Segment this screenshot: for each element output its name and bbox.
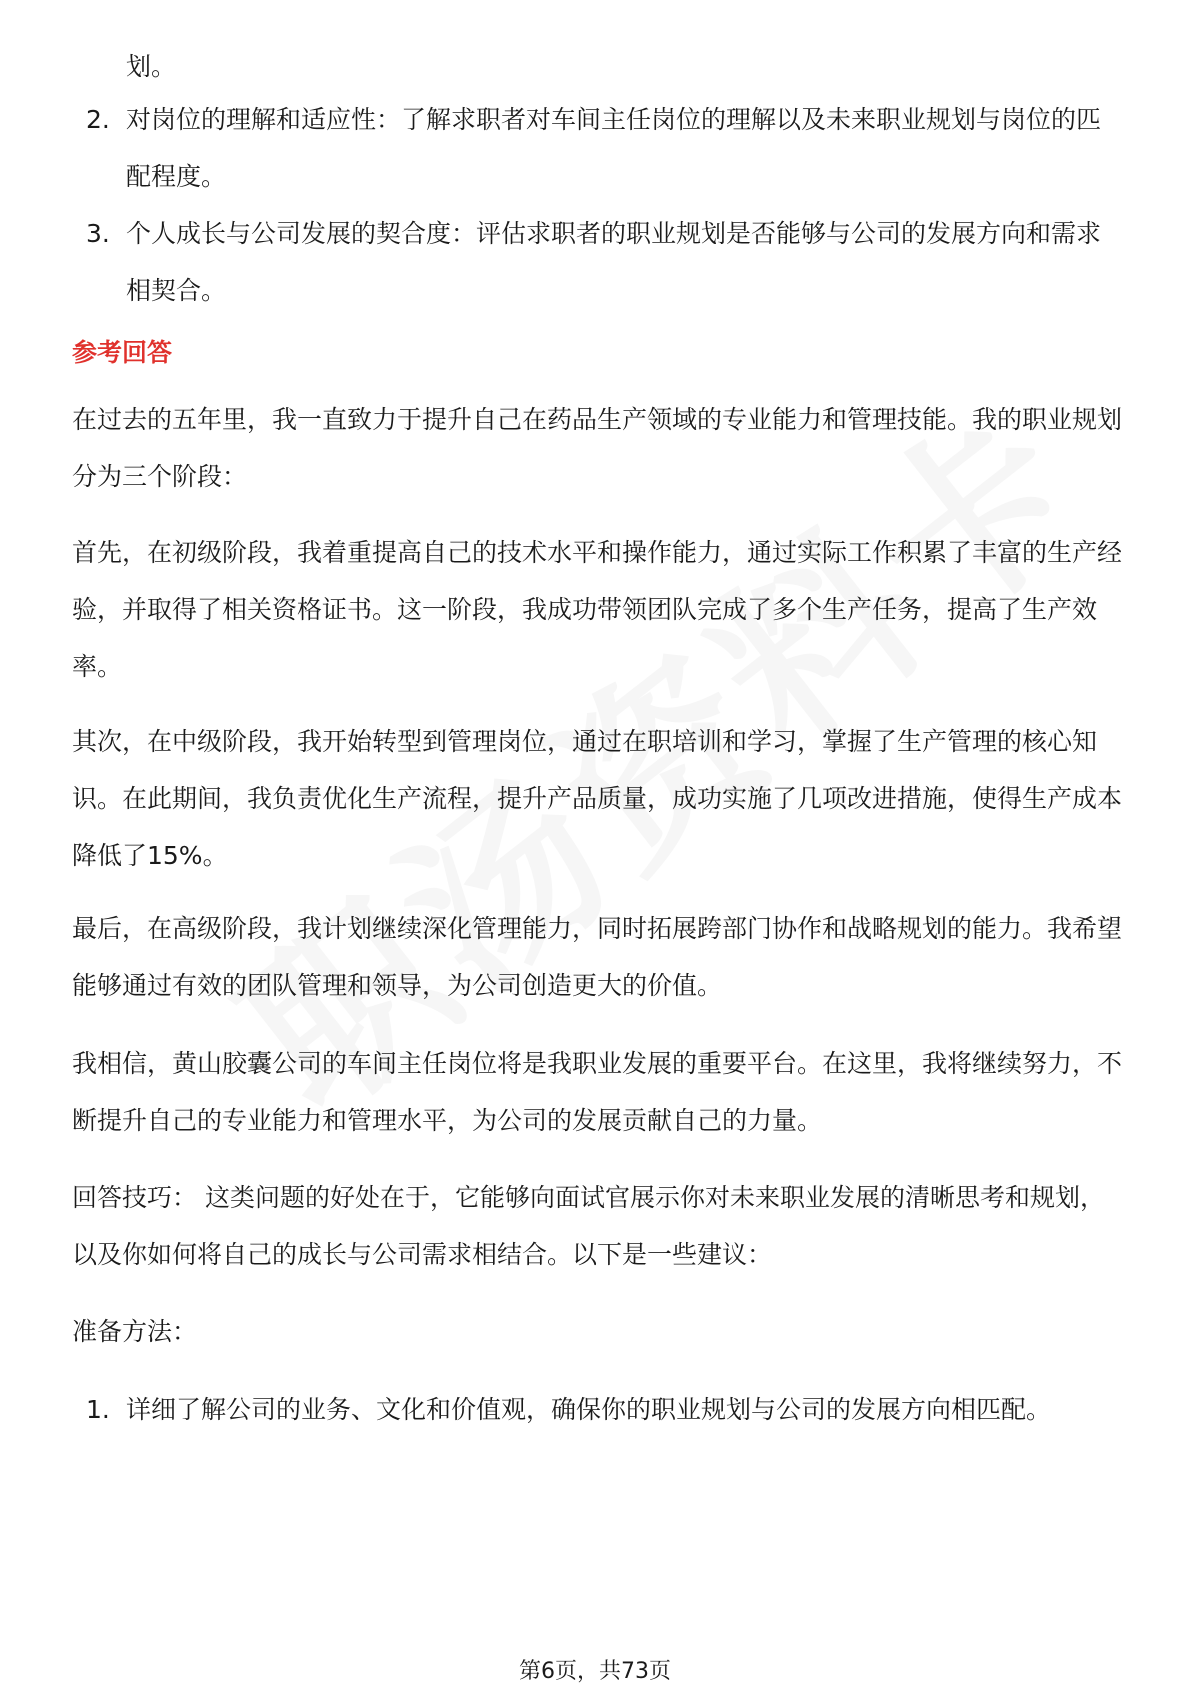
paragraph-stage-2: 其次，在中级阶段，我开始转型到管理岗位，通过在职培训和学习，掌握了生产管理的核心知识。在此期间，我负责优化生产流程，提升产品质量，成功实施了几项改进措施，使得生产成本降低了15%。 bbox=[72, 727, 1123, 870]
list-number: 3. bbox=[86, 219, 110, 248]
eval-list bbox=[0, 91, 1190, 319]
list-item bbox=[0, 1381, 1190, 1438]
paragraph-conclusion: 我相信，黄山胶囊公司的车间主任岗位将是我职业发展的重要平台。在这里，我将继续努力，不断提升自己的专业能力和管理水平，为公司的发展贡献自己的力量。 bbox=[72, 1049, 1123, 1135]
list-item bbox=[0, 91, 1190, 205]
list-item-text: 划。 bbox=[126, 52, 177, 81]
list-item-continuation bbox=[0, 38, 1190, 95]
paragraph-prep-heading: 准备方法： bbox=[72, 1317, 198, 1346]
paragraph-intro: 在过去的五年里，我一直致力于提升自己在药品生产领域的专业能力和管理技能。我的职业规划分为三个阶段： bbox=[72, 405, 1123, 491]
list-item bbox=[0, 205, 1190, 319]
list-item-text: 个人成长与公司发展的契合度：评估求职者的职业规划是否能够与公司的发展方向和需求相契合。 bbox=[126, 219, 1102, 305]
list-number: 2. bbox=[86, 105, 110, 134]
list-number: 1. bbox=[86, 1395, 110, 1424]
page-footer: 第6页，共73页 bbox=[519, 1659, 671, 1684]
eval-list-continuation bbox=[0, 38, 1190, 95]
paragraph-tips: 回答技巧： 这类问题的好处在于，它能够向面试官展示你对未来职业发展的清晰思考和规划，以及你如何将自己的成长与公司需求相结合。以下是一些建议： bbox=[72, 1183, 1105, 1269]
paragraph-stage-1: 首先，在初级阶段，我着重提高自己的技术水平和操作能力，通过实际工作积累了丰富的生产经验，并取得了相关资格证书。这一阶段，我成功带领团队完成了多个生产任务，提高了生产效率。 bbox=[72, 538, 1123, 681]
prep-list bbox=[0, 1381, 1190, 1438]
paragraph-stage-3: 最后，在高级阶段，我计划继续深化管理能力，同时拓展跨部门协作和战略规划的能力。我希望能够通过有效的团队管理和领导，为公司创造更大的价值。 bbox=[72, 914, 1123, 1000]
list-item-text: 详细了解公司的业务、文化和价值观，确保你的职业规划与公司的发展方向相匹配。 bbox=[126, 1395, 1052, 1424]
list-item-text: 对岗位的理解和适应性：了解求职者对车间主任岗位的理解以及未来职业规划与岗位的匹配程度。 bbox=[126, 105, 1102, 191]
answer-heading: 参考回答 bbox=[72, 338, 173, 367]
